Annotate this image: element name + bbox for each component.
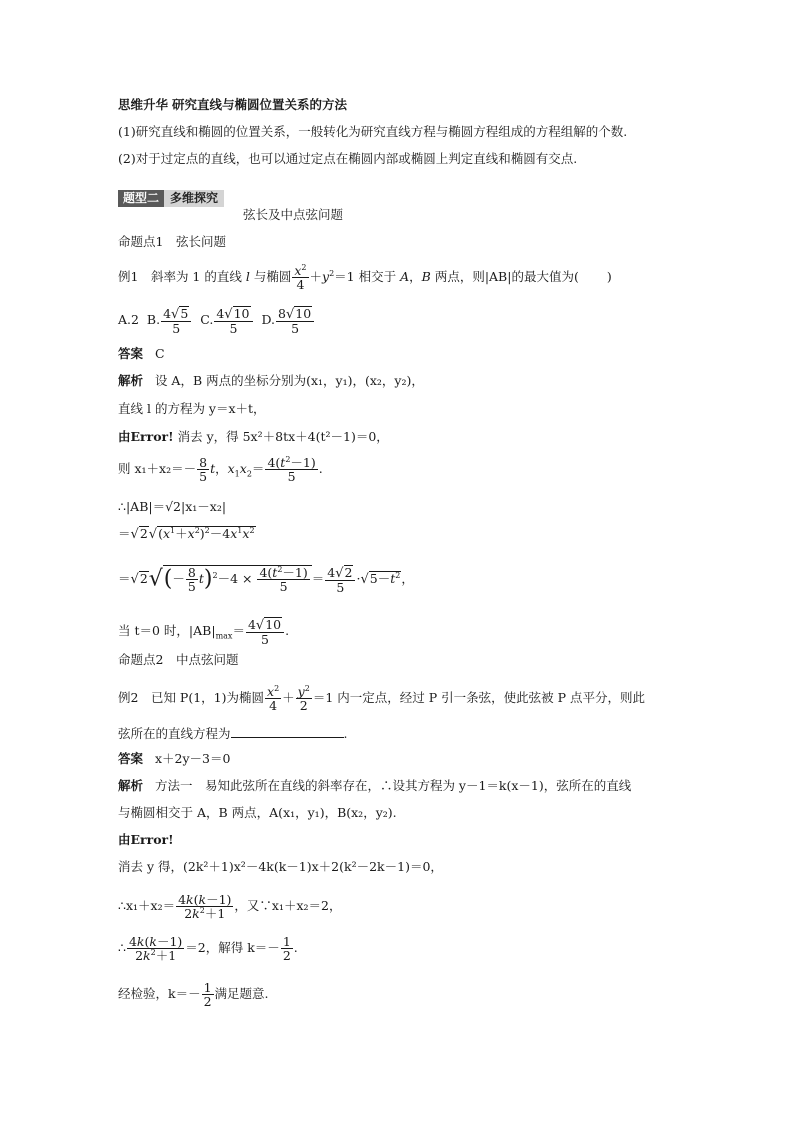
- option-a: A.2: [118, 312, 139, 327]
- summary-item-1: (1)研究直线和椭圆的位置关系，一般转化为研究直线方程与椭圆方程组成的方程组解的个数.: [118, 124, 628, 139]
- analysis2-solve: ∴ $\frac{4k(k-1)}{2k^2+1}$ ＝2，解得 k＝－ $\frac{1}{2}$ .: [118, 934, 298, 963]
- section-banner: [118, 190, 224, 207]
- example2-stem: 例2 已知 P(1，1)为椭圆 $\frac{x^2}{4}$ ＋ $\frac{y^2}{2}$ ＝1 内一定点，经过 P 引一条弦，使此弦被 P 点平分，则此: [118, 683, 645, 713]
- analysis2-sum: ∴x₁＋x₂＝ $\frac{4k(k-1)}{2k^2+1}$ ，又∵x₁＋x₂＝2，: [118, 892, 342, 921]
- option-c: C.: [200, 312, 214, 327]
- point1-label: 命题点1 弦长问题: [118, 234, 226, 249]
- summary-item-2: (2)对于过定点的直线，也可以通过定点在椭圆内部或椭圆上判定直线和椭圆有交点.: [118, 151, 578, 166]
- analysis-vieta-line: 则 x₁＋x₂＝－ $\frac{8}{5}$ t，$x_1x_2=$ $\frac{4(t^2-1)}{5}$ .: [118, 454, 323, 484]
- answer-label: 答案: [118, 346, 144, 361]
- answer-value: C: [154, 346, 165, 361]
- analysis2-error: 由Error!: [118, 832, 174, 847]
- analysis-ab-expand: $=√2√(x^1+x^2)^2-4x^1x^2$: [118, 525, 255, 542]
- summary-topic: 研究直线与椭圆位置关系的方法: [172, 97, 348, 112]
- banner-tag: 题型二: [118, 190, 164, 207]
- analysis-line-2: 直线 l 的方程为 y＝x＋t，: [118, 401, 266, 416]
- analysis2-check: 经检验，k＝－ $\frac{1}{2}$ 满足题意.: [118, 980, 269, 1009]
- example1-options: A.2 B. $\frac{4√5}{5}$ C. $\frac{4√10}{5}$ D. $\frac{8√10}{5}$: [118, 306, 315, 335]
- example2-answer: 答案 x＋2y－3＝0: [118, 751, 231, 766]
- answer-blank: [231, 723, 344, 738]
- option-d: D.: [261, 312, 276, 327]
- analysis-ab-line: ∴|AB|＝√2|x₁－x₂|: [118, 499, 227, 514]
- example1-tail: 两点，则|AB|的最大值为(: [434, 269, 579, 284]
- analysis-max-line: 当 t＝0 时，$|AB|_{max}=$ $\frac{4√10}{5}$ .: [118, 617, 290, 647]
- error-text: 由Error!: [118, 429, 174, 444]
- example1-answer: [118, 345, 165, 363]
- analysis-ab-result: ＝√2√(－ $\frac{8}{5}$ t)$^2$－4 × $\frac{4(t^2-1)}{5}$ ＝ $\frac{4√2}{5}$ $\cdot√5-t^2$，: [118, 564, 414, 595]
- section-title: 弦长及中点弦问题: [243, 207, 344, 222]
- analysis2-line-1: 解析 方法一 易知此弦所在直线的斜率存在，∴设其方程为 y－1＝k(x－1)，弦所在的直线: [118, 778, 632, 793]
- example1-mid: 与椭圆: [253, 269, 292, 284]
- banner-sub: 多维探究: [164, 190, 224, 207]
- example1-stem: 例1 斜率为 1 的直线 l 与椭圆 $\frac{x^2}{4}$ $+y^2=1$ 相交于 A，B 两点，则|AB|的最大值为( ): [118, 262, 612, 292]
- analysis2-line-2: 与椭圆相交于 A，B 两点，A(x₁，y₁)，B(x₂，y₂).: [118, 805, 397, 820]
- example1-close: ): [606, 269, 612, 284]
- option-b: B.: [146, 312, 161, 327]
- analysis-line-1: 解析 设 A，B 两点的坐标分别为(x₁，y₁)，(x₂，y₂)，: [118, 373, 424, 388]
- analysis2-line-3: 消去 y 得，(2k²＋1)x²－4k(k－1)x＋2(k²－2k－1)＝0，: [118, 859, 443, 874]
- analysis-label: 解析: [118, 373, 144, 388]
- summary-heading: 思维升华: [118, 97, 169, 112]
- analysis-line-3: 由Error! 消去 y，得 5x²＋8tx＋4(t²－1)＝0，: [118, 429, 389, 444]
- example2-stem-2: 弦所在的直线方程为 .: [118, 723, 348, 743]
- example1-suffix: ＝1 相交于: [334, 269, 397, 284]
- example1-prefix: 例1 斜率为 1 的直线: [118, 269, 242, 284]
- summary-heading-line: [118, 96, 347, 114]
- point2-label: 命题点2 中点弦问题: [118, 652, 239, 667]
